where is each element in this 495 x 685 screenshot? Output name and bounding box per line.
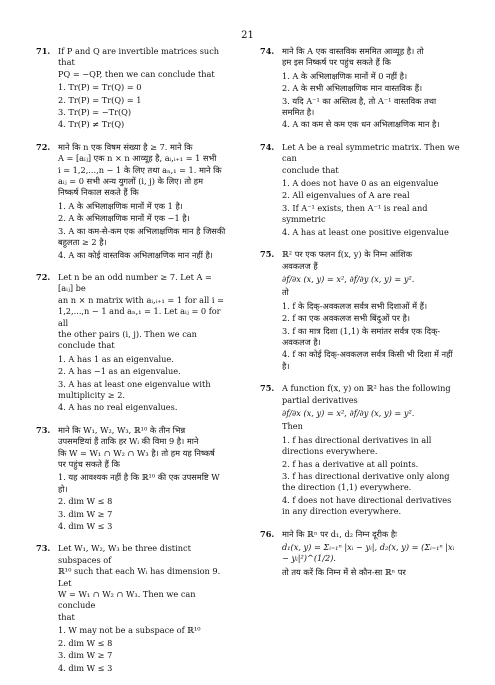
- answer-option: 2. dim W ≤ 8: [58, 496, 113, 507]
- answer-option: 1. A has 1 as an eigenvalue.: [58, 353, 174, 364]
- question-number: 76.: [260, 528, 275, 539]
- answer-option: 3. यदि A⁻¹ का अस्तित्व है, तो A⁻¹ वास्तविक तथा सममित है।: [282, 95, 437, 118]
- question-formula: ∂f/∂x (x, y) = x², ∂f/∂y (x, y) = y².: [282, 273, 415, 284]
- answer-option: 1. A के अभिलाक्षणिक मानों में एक 1 है।: [58, 200, 183, 211]
- question-stem-line: If P and Q are invertible matrices such that: [58, 46, 220, 68]
- question-number: 72.: [36, 141, 51, 152]
- question-stem-line: अवकलज हैं: [282, 260, 318, 271]
- question-body: [282, 529, 460, 579]
- question-head: [260, 383, 460, 518]
- question-head: [260, 529, 460, 579]
- answer-options: [282, 178, 460, 238]
- question-stem-line: conclude that: [282, 164, 339, 175]
- question-block: [260, 249, 460, 373]
- answer-options: [282, 71, 460, 131]
- question-stem-line: an n × n matrix with aᵢ,ᵢ₊₁ = 1 for all i =: [58, 294, 224, 305]
- answer-option: 3. A has at least one eigenvalue with multiplicity ≥ 2.: [58, 378, 211, 400]
- question-stem-line: निष्कर्ष निकाल सकते हैं कि: [58, 187, 139, 198]
- answer-option: 2. f has a derivative at all points.: [282, 458, 419, 469]
- question-body: [282, 383, 460, 518]
- answer-option: 3. f का मात्र दिशा (1,1) के समांतर सर्वत्र एक दिक्-अवकलज है।: [282, 325, 441, 347]
- answer-option: 3. f has directional derivative only along the direction (1,1) everywhere.: [282, 471, 450, 493]
- question-stem-line: aᵢⱼ = 0 सभी अन्य युगलों (i, j) के लिए। तो हम: [58, 176, 204, 187]
- answer-options: [58, 82, 228, 131]
- question-body: [282, 46, 460, 132]
- question-number: 74.: [260, 141, 275, 152]
- answer-option: 2. Tr(P) = Tr(Q) = 1: [58, 94, 142, 105]
- question-number: 75.: [260, 383, 275, 394]
- answer-option: 4. dim W ≤ 3: [58, 662, 113, 673]
- question-body: [58, 46, 228, 132]
- answer-option: 1. A के अभिलाक्षणिक मानों में 0 नहीं है।: [282, 70, 408, 81]
- question-stem-line: ℝ¹⁰ such that each Wᵢ has dimension 9. Let: [58, 566, 221, 588]
- question-number: 75.: [260, 249, 275, 260]
- question-head: [260, 249, 460, 373]
- answer-options: [58, 472, 228, 532]
- answer-options: [58, 201, 228, 261]
- question-block: [260, 142, 460, 239]
- question-stem-line: माने कि A एक वास्तविक सममित आव्यूह है। तो: [282, 46, 424, 56]
- answer-option: 2. All eigenvalues of A are real: [282, 190, 410, 201]
- question-stem-line: A = [aᵢⱼ] एक n × n आव्यूह है, aᵢ,ᵢ₊₁ = 1 सभी: [58, 153, 217, 164]
- answer-option: 1. f has directional derivatives in all directions everywhere.: [282, 434, 432, 457]
- question-block: [36, 425, 228, 534]
- right-column: [260, 46, 460, 588]
- question-head: [36, 46, 228, 132]
- question-body: [58, 425, 228, 534]
- answer-option: 3. dim W ≥ 7: [58, 508, 113, 519]
- answer-option: 1. यह आवश्यक नहीं है कि ℝ¹⁰ की एक उपसमष्टि W हो।: [58, 472, 220, 494]
- question-block: [260, 46, 460, 132]
- question-number: 72.: [36, 271, 51, 282]
- question-block: [260, 529, 460, 579]
- question-formula: ∂f/∂x (x, y) = x², ∂f/∂y (x, y) = y².: [282, 407, 415, 418]
- question-stem-line: partial derivatives: [282, 394, 358, 405]
- answer-options: [282, 435, 460, 518]
- answer-option: 3. If A⁻¹ exists, then A⁻¹ is real and symmetric: [282, 202, 428, 225]
- question-block: [36, 142, 228, 262]
- answer-option: 4. A has no real eigenvalues.: [58, 402, 178, 413]
- question-stem-line: पर पहुंच सकते हैं कि: [58, 459, 120, 469]
- question-number: 71.: [36, 46, 51, 56]
- question-body: [58, 142, 228, 262]
- answer-option: 4. dim W ≤ 3: [58, 521, 113, 532]
- question-head: [36, 272, 228, 415]
- question-body: [282, 142, 460, 239]
- question-stem-line: हम इस निष्कर्ष पर पहुंच सकते हैं कि: [282, 57, 391, 68]
- question-head: [36, 543, 228, 674]
- question-stem-line: the other pairs (i, j). Then we can conclude that: [58, 328, 197, 351]
- question-block: [36, 543, 228, 674]
- question-head: [260, 142, 460, 239]
- question-body: [58, 543, 228, 674]
- answer-option: 3. A का कम-से-कम एक अभिलाक्षणिक मान है जिसकी बहुलता ≥ 2 है।: [58, 225, 226, 248]
- answer-option: 1. A does not have 0 as an eigenvalue: [282, 178, 439, 189]
- question-body: [282, 249, 460, 373]
- question-stem-line: तो: [282, 287, 289, 298]
- answer-option: 2. A has −1 as an eigenvalue.: [58, 366, 181, 377]
- question-stem-line: 1,2,...,n − 1 and aₙ,₁ = 1. Let aᵢⱼ = 0 for all: [58, 306, 221, 328]
- question-stem-line: Let n be an odd number ≥ 7. Let A = [aᵢⱼ] be: [58, 271, 212, 294]
- answer-option: 2. f का एक अवकलज सभी बिंदुओं पर है।: [282, 313, 410, 324]
- answer-option: 4. A का कम से कम एक धन अभिलाक्षणिक मान है।: [282, 119, 440, 130]
- question-stem-line: उपसमष्टियां हैं ताकि हर Wᵢ की विमा 9 है। माने: [58, 436, 199, 447]
- answer-option: 1. f के दिक्-अवकलज सर्वत्र सभी दिशाओं में हैं।: [282, 300, 428, 311]
- question-stem-line: PQ = −QP, then we can conclude that: [58, 68, 215, 79]
- question-stem-line: माने कि W₁, W₂, W₃, ℝ¹⁰ के तीन भिन्न: [58, 424, 186, 435]
- question-block: [36, 46, 228, 132]
- question-stem-line: ℝ² पर एक फलन f(x, y) के निम्न आंशिक: [282, 249, 412, 260]
- question-number: 74.: [260, 46, 275, 56]
- question-head: [36, 142, 228, 262]
- question-stem-line: Then: [282, 421, 303, 432]
- question-stem-line: W = W₁ ∩ W₂ ∩ W₃. Then we can conclude: [58, 589, 196, 611]
- question-stem-line: Let A be a real symmetric matrix. Then we can: [282, 141, 460, 164]
- question-block: [260, 383, 460, 518]
- question-stem-line: तो तय करें कि निम्न में से कौन-सा ℝⁿ पर: [282, 566, 406, 577]
- question-head: [260, 46, 460, 132]
- answer-options: [58, 354, 228, 414]
- left-column: [36, 46, 228, 685]
- question-stem-line: i = 1,2,...,n − 1 के लिए तथा aₙ,₁ = 1. माने कि: [58, 164, 222, 175]
- answer-options: [282, 301, 460, 372]
- question-stem-line: that: [58, 611, 75, 622]
- answer-option: 3. Tr(P) = −Tr(Q): [58, 107, 132, 118]
- answer-option: 1. W may not be a subspace of ℝ¹⁰: [58, 625, 201, 636]
- question-body: [58, 272, 228, 415]
- answer-option: 3. dim W ≥ 7: [58, 650, 113, 661]
- answer-option: 1. Tr(P) = Tr(Q) = 0: [58, 82, 142, 93]
- answer-option: 4. A has at least one positive eigenvalue: [282, 226, 449, 237]
- question-block: [36, 272, 228, 415]
- question-number: 73.: [36, 543, 51, 554]
- answer-option: 4. f का कोई दिक्-अवकलज सर्वत्र किसी भी दिशा में नहीं है।: [282, 349, 453, 371]
- question-head: [36, 425, 228, 534]
- answer-option: 2. A के सभी अभिलाक्षणिक मान वास्तविक हैं।: [282, 83, 423, 94]
- answer-option: 4. f does not have directional derivatives in any direction everywhere.: [282, 494, 452, 517]
- question-formula: d₁(x, y) = Σᵢ₌₁ⁿ |xᵢ − yᵢ|, d₂(x, y) = (Σᵢ₌₁ⁿ |xᵢ − yᵢ|²)^(1/2).: [282, 542, 455, 564]
- question-stem-line: Let W₁, W₂, W₃ be three distinct subspaces of: [58, 543, 191, 565]
- answer-option: 4. A का कोई वास्तविक अभिलाक्षणिक मान नहीं है।: [58, 249, 213, 260]
- answer-option: 4. Tr(P) ≠ Tr(Q): [58, 119, 125, 130]
- question-stem-line: माने कि ℝⁿ पर d₁, d₂ निम्न दूरीक हैः: [282, 528, 397, 539]
- question-number: 73.: [36, 424, 51, 435]
- question-stem-line: A function f(x, y) on ℝ² has the following: [282, 383, 451, 394]
- answer-options: [58, 625, 228, 674]
- question-stem-line: कि W = W₁ ∩ W₂ ∩ W₃ है। तो हम यह निष्कर्ष: [58, 447, 215, 458]
- answer-option: 2. A के अभिलाक्षणिक मानों में एक −1 है।: [58, 213, 190, 224]
- page-number: 21: [241, 30, 254, 41]
- question-stem-line: माने कि n एक विषम संख्या है ≥ 7. माने कि: [58, 141, 193, 152]
- answer-option: 2. dim W ≤ 8: [58, 637, 113, 648]
